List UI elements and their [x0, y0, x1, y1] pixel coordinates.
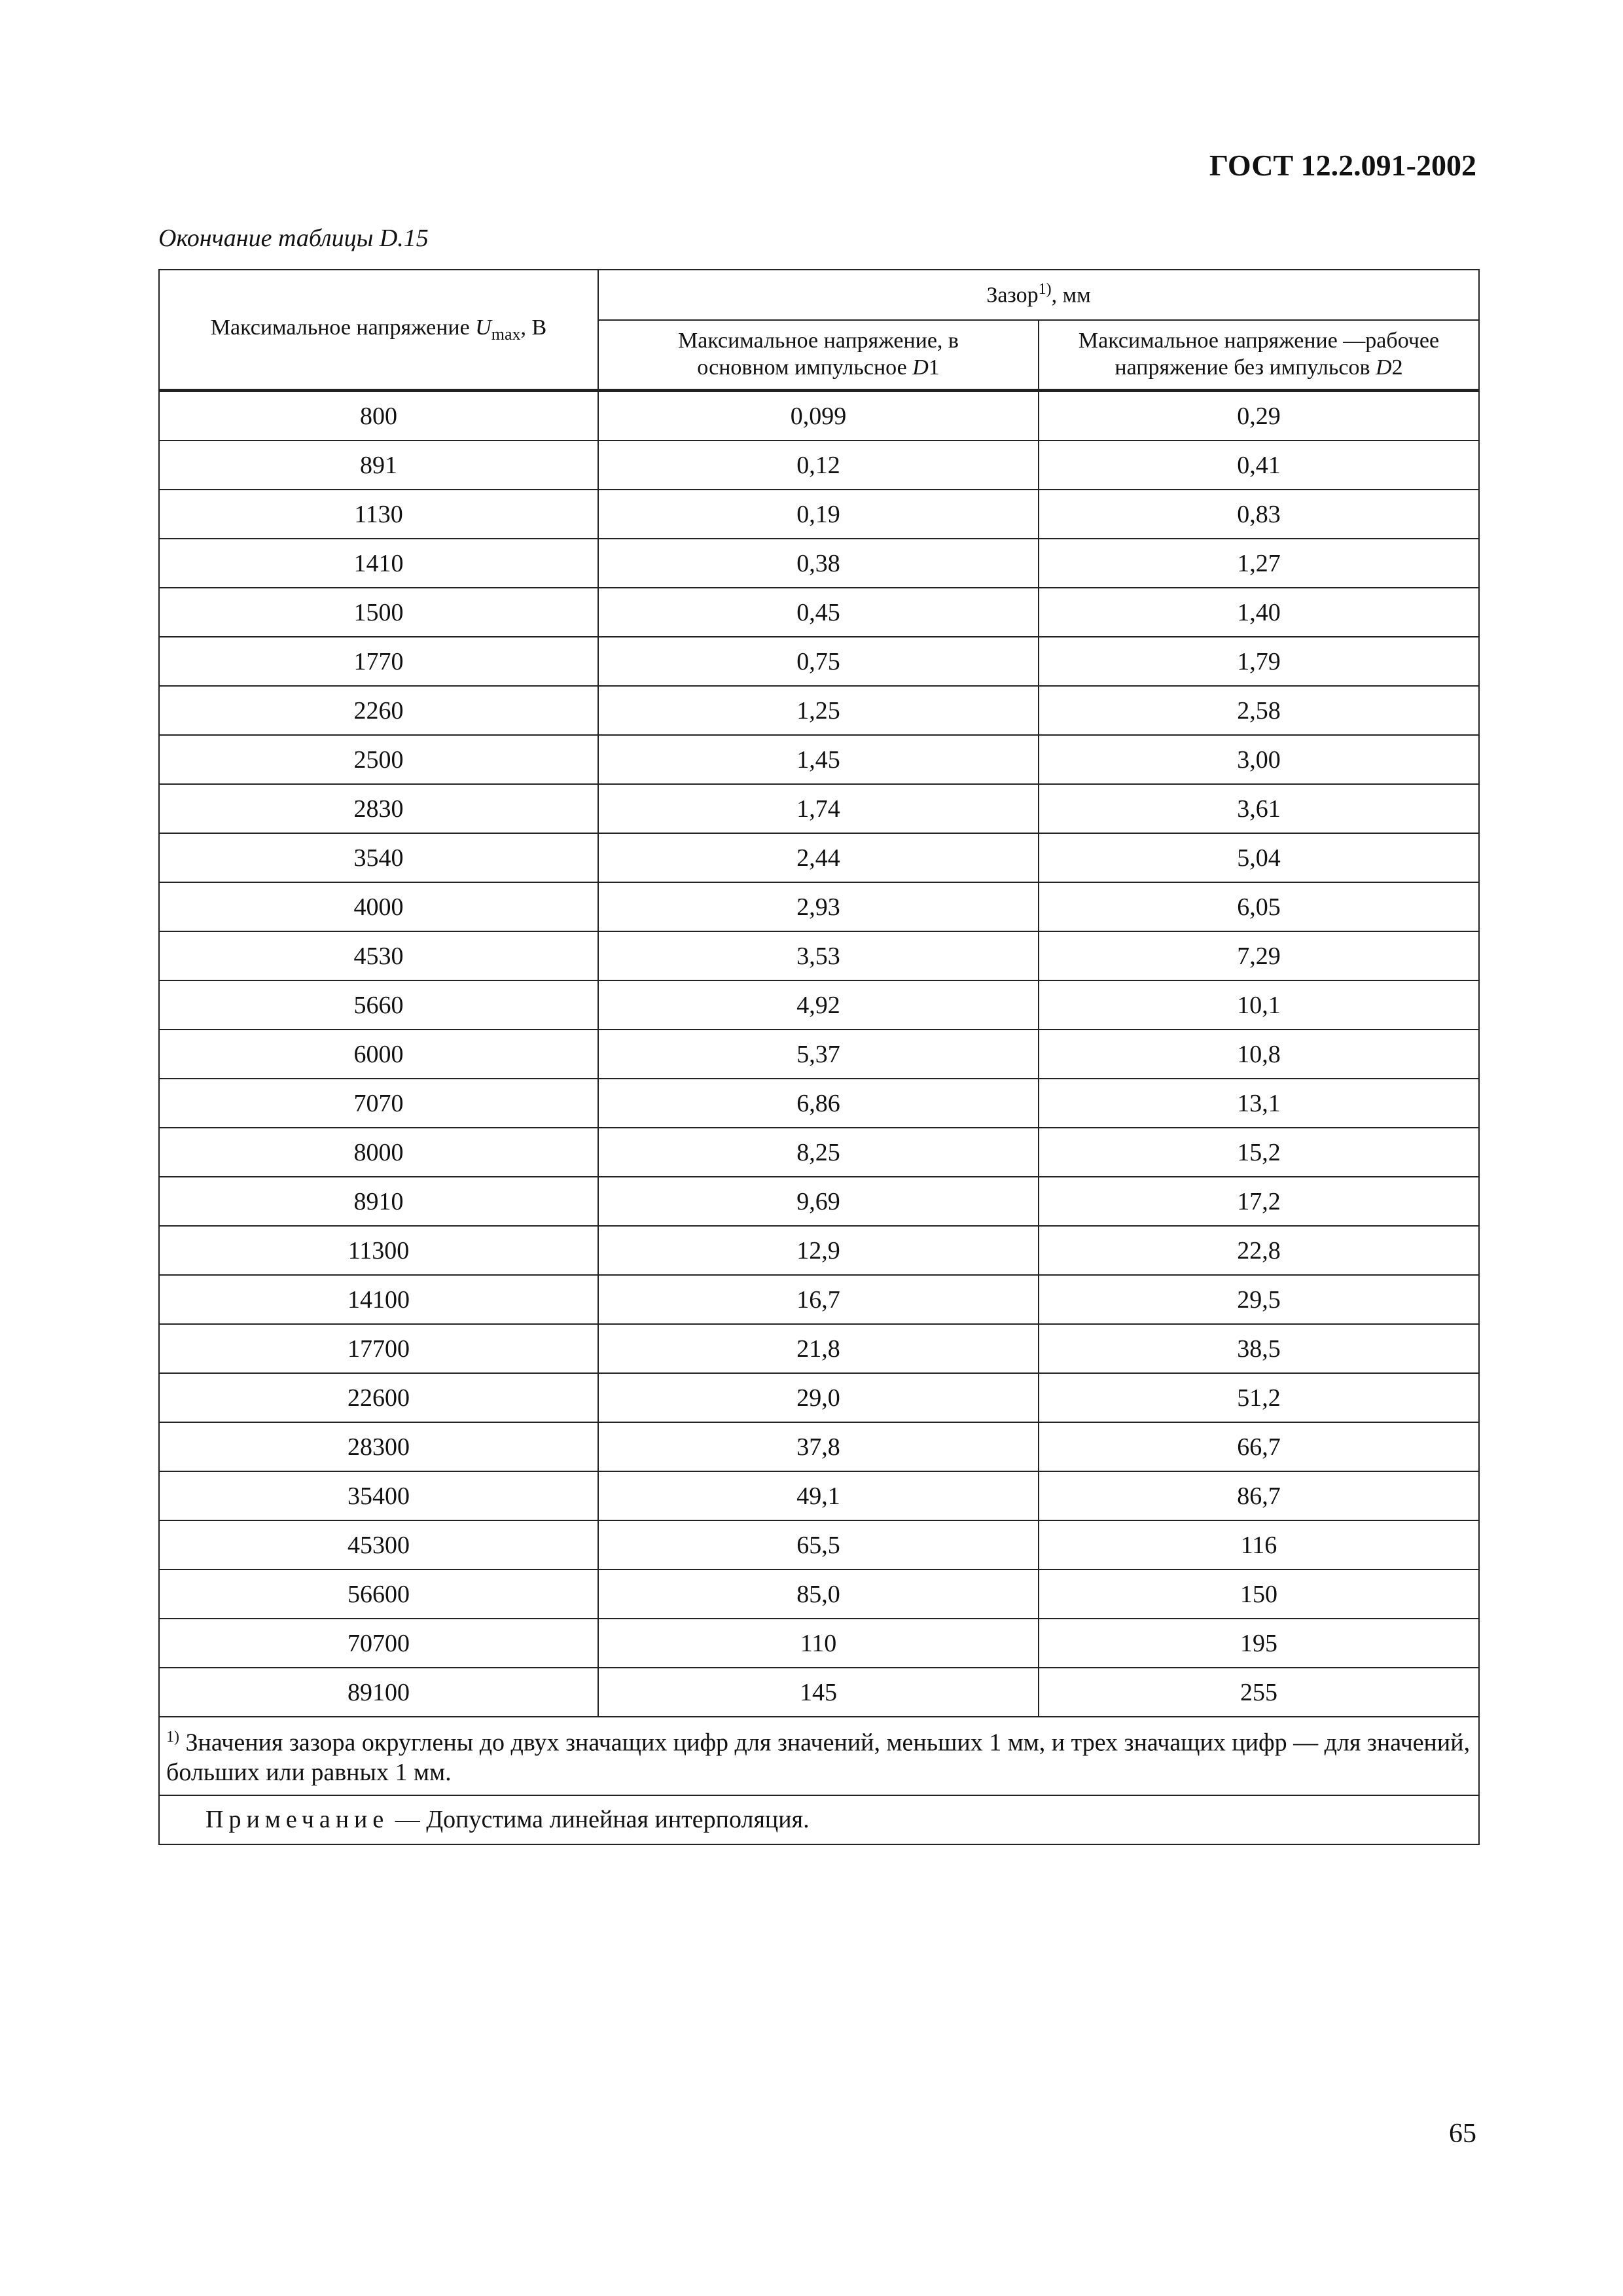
- col-header-voltage: Максимальное напряжение $U_{max}$, В: [159, 270, 598, 391]
- cell-d1: 12,9: [598, 1226, 1039, 1275]
- table-row: [159, 1570, 1479, 1619]
- table-row: [159, 735, 1479, 784]
- table-row: [159, 1177, 1479, 1226]
- table-row: [159, 1275, 1479, 1324]
- table-row: [159, 1324, 1479, 1373]
- cell-voltage: 89100: [159, 1668, 598, 1717]
- cell-d1: 145: [598, 1668, 1039, 1717]
- table-note: Примечание — Допустима линейная интерполяция.: [159, 1795, 1479, 1844]
- cell-d2: 1,27: [1039, 539, 1479, 588]
- cell-d1: 5,37: [598, 1030, 1039, 1079]
- cell-d1: 29,0: [598, 1373, 1039, 1422]
- cell-d1: 0,12: [598, 440, 1039, 490]
- cell-d2: 6,05: [1039, 882, 1479, 931]
- table-row: [159, 539, 1479, 588]
- table-row: [159, 686, 1479, 735]
- cell-d1: 0,38: [598, 539, 1039, 588]
- table-row: [159, 833, 1479, 882]
- cell-voltage: 22600: [159, 1373, 598, 1422]
- cell-voltage: 6000: [159, 1030, 598, 1079]
- cell-d1: 1,74: [598, 784, 1039, 833]
- cell-d2: 15,2: [1039, 1128, 1479, 1177]
- cell-voltage: 56600: [159, 1570, 598, 1619]
- cell-voltage: 4000: [159, 882, 598, 931]
- cell-d2: 51,2: [1039, 1373, 1479, 1422]
- cell-voltage: 800: [159, 391, 598, 441]
- cell-voltage: 35400: [159, 1471, 598, 1520]
- table-row: [159, 637, 1479, 686]
- table-footnote: $^{1)}$ Значения зазора округлены до двух значащих цифр для значений, меньших 1 мм, и трех значащих цифр — для значений, больших или равных 1 мм.: [159, 1717, 1479, 1795]
- cell-d1: 2,93: [598, 882, 1039, 931]
- cell-d2: 116: [1039, 1520, 1479, 1570]
- table-caption: Окончание таблицы D.15: [158, 224, 429, 252]
- cell-d1: 9,69: [598, 1177, 1039, 1226]
- table-row: [159, 1422, 1479, 1471]
- cell-d2: 3,00: [1039, 735, 1479, 784]
- cell-d1: 0,75: [598, 637, 1039, 686]
- table-row: [159, 1128, 1479, 1177]
- table-row: [159, 1471, 1479, 1520]
- cell-voltage: 14100: [159, 1275, 598, 1324]
- group-header-clearance: Зазор$^{1)}$, мм: [598, 270, 1479, 320]
- cell-voltage: 8000: [159, 1128, 598, 1177]
- cell-voltage: 8910: [159, 1177, 598, 1226]
- table-row: [159, 1619, 1479, 1668]
- table-row: [159, 980, 1479, 1030]
- cell-d2: 10,8: [1039, 1030, 1479, 1079]
- cell-d1: 49,1: [598, 1471, 1039, 1520]
- cell-d1: 2,44: [598, 833, 1039, 882]
- cell-voltage: 1130: [159, 490, 598, 539]
- cell-d2: 29,5: [1039, 1275, 1479, 1324]
- cell-voltage: 891: [159, 440, 598, 490]
- cell-voltage: 11300: [159, 1226, 598, 1275]
- cell-voltage: 4530: [159, 931, 598, 980]
- cell-d2: 22,8: [1039, 1226, 1479, 1275]
- cell-voltage: 2830: [159, 784, 598, 833]
- cell-d1: 4,92: [598, 980, 1039, 1030]
- cell-d2: 0,41: [1039, 440, 1479, 490]
- cell-voltage: 1410: [159, 539, 598, 588]
- cell-voltage: 2500: [159, 735, 598, 784]
- table-row: [159, 1079, 1479, 1128]
- cell-d1: 0,45: [598, 588, 1039, 637]
- cell-d2: 10,1: [1039, 980, 1479, 1030]
- cell-d2: 1,79: [1039, 637, 1479, 686]
- cell-d2: 0,83: [1039, 490, 1479, 539]
- table-row: [159, 490, 1479, 539]
- cell-voltage: 45300: [159, 1520, 598, 1570]
- cell-d2: 38,5: [1039, 1324, 1479, 1373]
- table-row: [159, 391, 1479, 441]
- col-header-d2: Максимальное напряжение —рабочее напряжение без импульсов D2: [1039, 320, 1479, 391]
- cell-d1: 85,0: [598, 1570, 1039, 1619]
- cell-d2: 150: [1039, 1570, 1479, 1619]
- cell-d2: 0,29: [1039, 391, 1479, 441]
- table-row: [159, 882, 1479, 931]
- table-row: [159, 440, 1479, 490]
- cell-voltage: 28300: [159, 1422, 598, 1471]
- col-header-d1: Максимальное напряжение, в основном импульсное D1: [598, 320, 1039, 391]
- table-row: [159, 784, 1479, 833]
- cell-d1: 37,8: [598, 1422, 1039, 1471]
- cell-d2: 7,29: [1039, 931, 1479, 980]
- table-row: [159, 1373, 1479, 1422]
- cell-d1: 0,099: [598, 391, 1039, 441]
- cell-d1: 110: [598, 1619, 1039, 1668]
- cell-d2: 17,2: [1039, 1177, 1479, 1226]
- table-row: [159, 931, 1479, 980]
- cell-voltage: 1770: [159, 637, 598, 686]
- cell-d1: 0,19: [598, 490, 1039, 539]
- cell-d1: 1,45: [598, 735, 1039, 784]
- table-row: [159, 1520, 1479, 1570]
- cell-voltage: 70700: [159, 1619, 598, 1668]
- cell-voltage: 5660: [159, 980, 598, 1030]
- cell-voltage: 17700: [159, 1324, 598, 1373]
- cell-d2: 1,40: [1039, 588, 1479, 637]
- cell-voltage: 2260: [159, 686, 598, 735]
- cell-d2: 3,61: [1039, 784, 1479, 833]
- cell-d2: 13,1: [1039, 1079, 1479, 1128]
- table-row: [159, 588, 1479, 637]
- cell-d1: 21,8: [598, 1324, 1039, 1373]
- cell-d1: 3,53: [598, 931, 1039, 980]
- cell-d2: 195: [1039, 1619, 1479, 1668]
- cell-d2: 5,04: [1039, 833, 1479, 882]
- cell-d2: 66,7: [1039, 1422, 1479, 1471]
- table-row: [159, 1226, 1479, 1275]
- cell-d1: 8,25: [598, 1128, 1039, 1177]
- cell-d1: 65,5: [598, 1520, 1039, 1570]
- cell-voltage: 7070: [159, 1079, 598, 1128]
- cell-d2: 255: [1039, 1668, 1479, 1717]
- data-table: [158, 269, 1480, 1845]
- cell-d1: 6,86: [598, 1079, 1039, 1128]
- cell-d1: 1,25: [598, 686, 1039, 735]
- cell-voltage: 3540: [159, 833, 598, 882]
- cell-voltage: 1500: [159, 588, 598, 637]
- table-row: [159, 1668, 1479, 1717]
- table-row: [159, 1030, 1479, 1079]
- page-number: 65: [1449, 2119, 1476, 2149]
- cell-d2: 86,7: [1039, 1471, 1479, 1520]
- cell-d1: 16,7: [598, 1275, 1039, 1324]
- cell-d2: 2,58: [1039, 686, 1479, 735]
- document-id: ГОСТ 12.2.091-2002: [1209, 149, 1476, 182]
